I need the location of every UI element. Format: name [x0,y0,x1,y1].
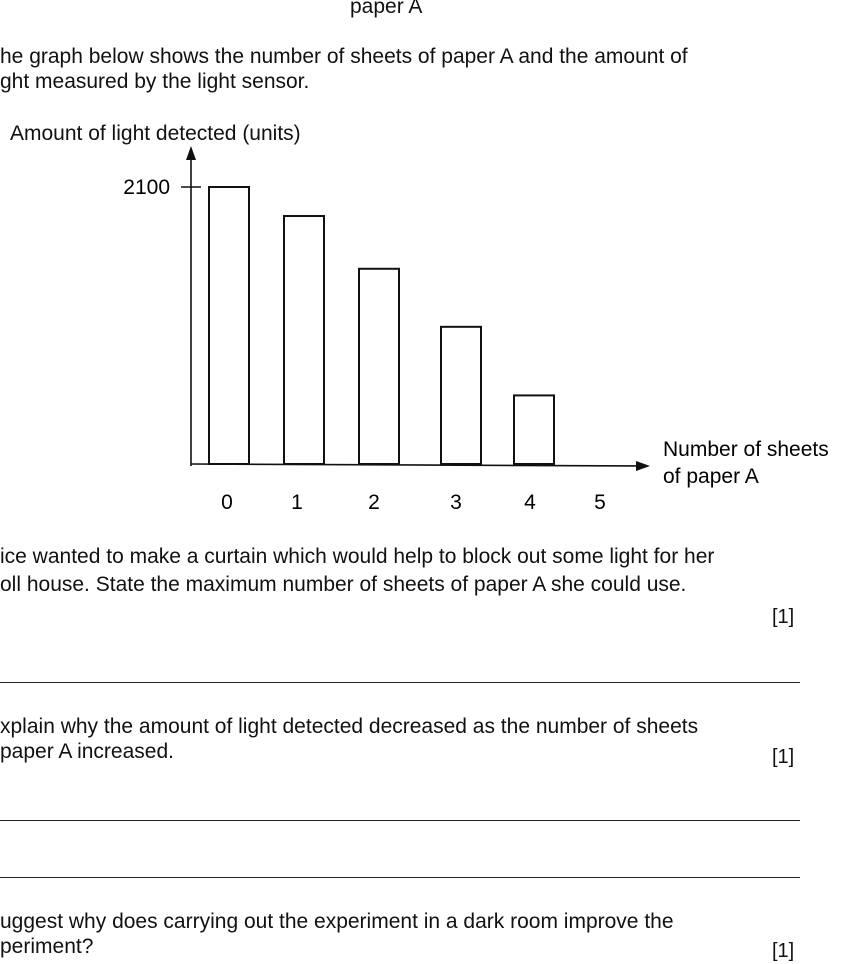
x-axis-label-line-1: Number of sheets [663,438,829,461]
x-axis-label-line-2: of paper A [663,465,759,488]
question-c-line-2: periment? [0,935,94,958]
x-tick-label-5: 5 [594,491,606,514]
answer-line-b1[interactable] [0,820,800,821]
question-a-line-2: oll house. State the maximum number of sheets of paper A she could use. [0,573,687,596]
x-axis [191,464,640,466]
x-tick-label-3: 3 [450,491,462,514]
answer-line-a[interactable] [0,682,800,683]
x-axis-arrowhead [636,461,650,471]
x-tick-label-2: 2 [368,491,380,514]
x-tick-label-0: 0 [221,491,233,514]
bar-2 [359,269,399,464]
page-header: paper A [350,0,423,18]
bar-3 [441,327,481,464]
question-a-line-1: ice wanted to make a curtain which would help to block out some light for her [0,545,715,568]
x-tick-label-1: 1 [291,491,303,514]
y-tick-label: 2100 [123,176,170,199]
intro-line-2: ght measured by the light sensor. [0,70,310,93]
question-b-line-1: xplain why the amount of light detected decreased as the number of sheets [0,715,699,738]
y-axis-label: Amount of light detected (units) [10,122,301,145]
question-b-marks: [1] [772,746,795,768]
question-b-line-2: paper A increased. [0,740,174,763]
intro-line-1: he graph below shows the number of sheets of paper A and the amount of [0,45,688,68]
y-axis-arrowhead [186,146,196,160]
bar-1 [284,216,324,464]
bar-0 [209,187,249,464]
question-a-marks: [1] [772,606,795,628]
x-tick-label-4: 4 [524,491,536,514]
answer-line-b2[interactable] [0,877,800,878]
question-c-line-1: uggest why does carrying out the experiment in a dark room improve the [0,910,674,933]
question-c-marks: [1] [772,940,795,962]
bar-4 [514,395,554,464]
